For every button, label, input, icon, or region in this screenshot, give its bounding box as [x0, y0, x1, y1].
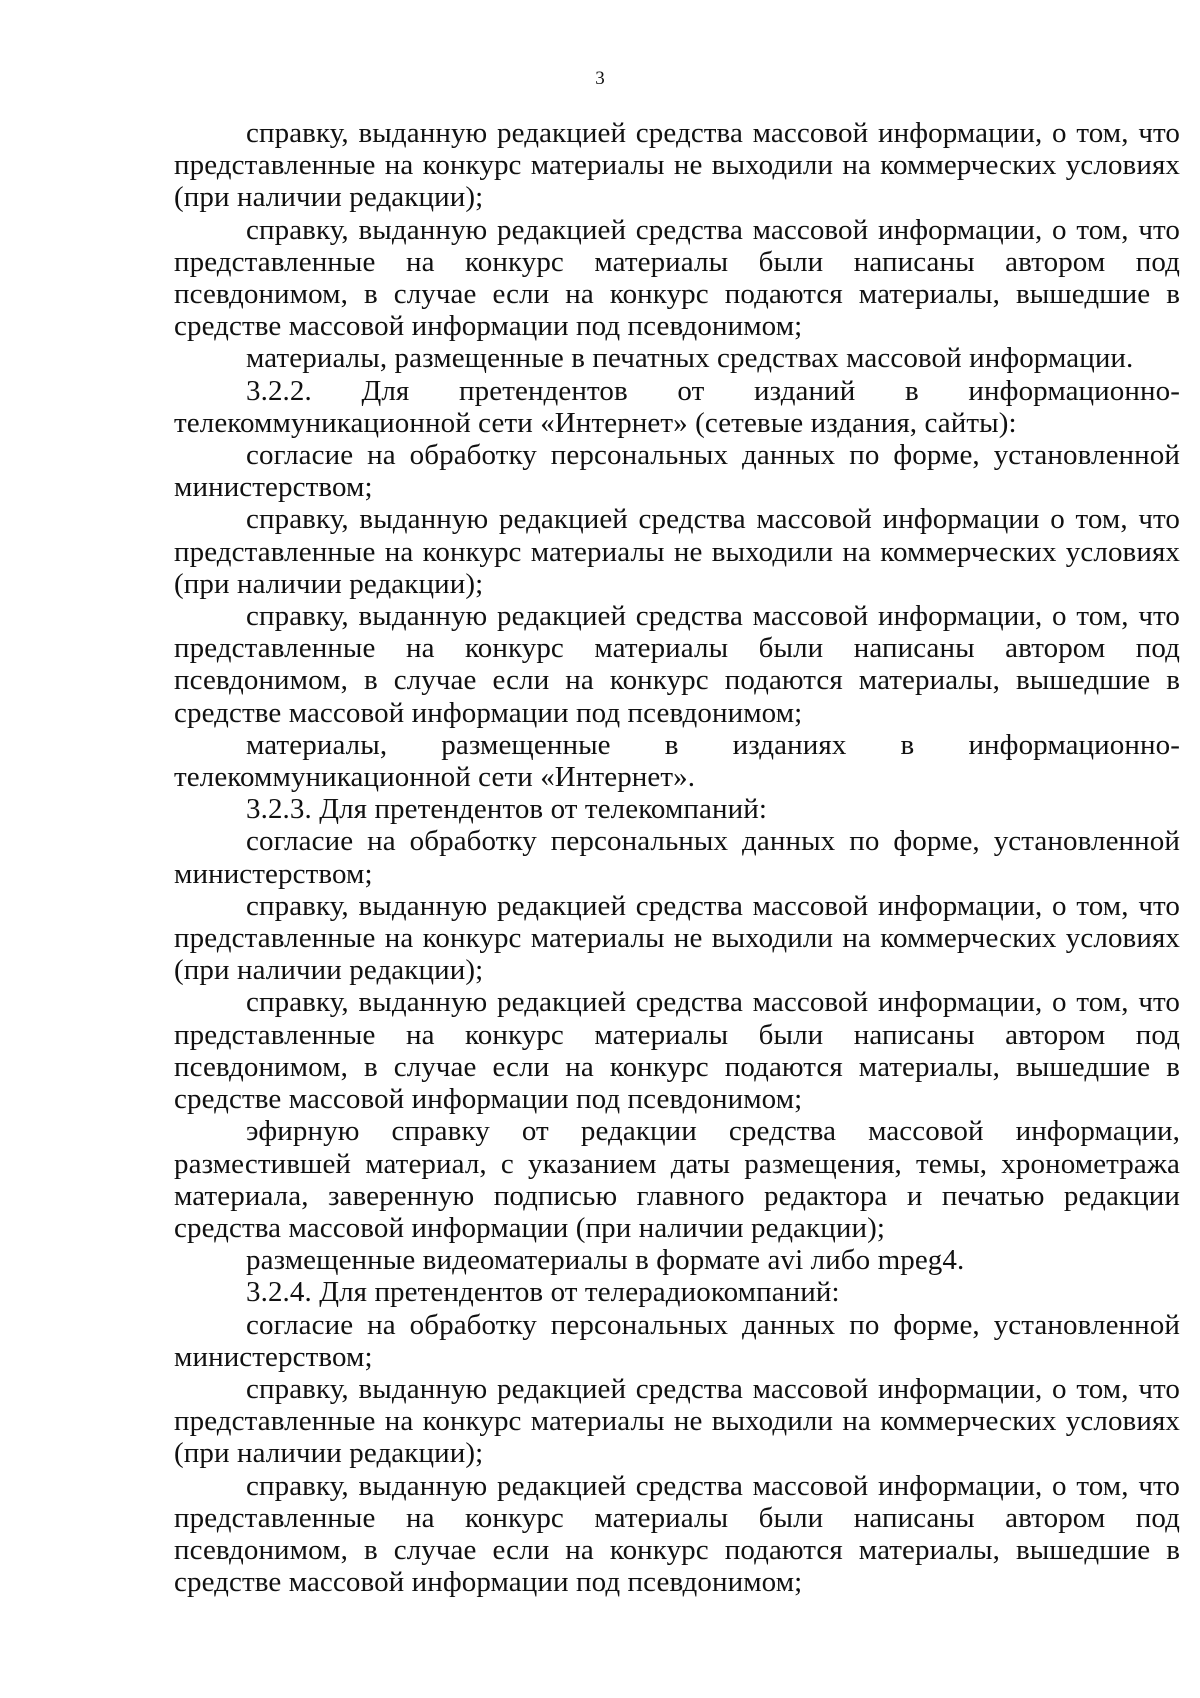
paragraph: материалы, размещенные в печатных средствах массовой информации.: [246, 342, 1134, 375]
paragraph: справку, выданную редакцией средства массовой информации о том, что представленные на конкурс материалы не выходили на коммерческих условиях (при наличии редакции);: [174, 503, 1180, 600]
paragraph: справку, выданную редакцией средства массовой информации, о том, что представленные на конкурс материалы не выходили на коммерческих условиях (при наличии редакции);: [174, 1372, 1180, 1470]
paragraph: справку, выданную редакцией средства массовой информации, о том, что представленные на конкурс материалы были написаны автором под псевдонимом, в случае если на конкурс подаются материалы, вышедшие в средстве массовой информации под псевдонимом;: [174, 600, 1180, 729]
section-heading-3-2-2: 3.2.2. Для претендентов от изданий в информационно-телекоммуникационной сети «Интернет» (сетевые издания, сайты):: [174, 374, 1180, 439]
section-heading-3-2-4: 3.2.4. Для претендентов от телерадиокомпаний:: [246, 1276, 840, 1309]
paragraph: справку, выданную редакцией средства массовой информации, о том, что представленные на конкурс материалы были написаны автором под псевдонимом, в случае если на конкурс подаются материалы, вышедшие в средстве массовой информации под псевдонимом;: [174, 1469, 1180, 1599]
paragraph: эфирную справку от редакции средства массовой информации, разместившей материал, с указанием даты размещения, темы, хронометража материала, заверенную подписью главного редактора и печатью редакции средства массовой информации (при наличии редакции);: [174, 1115, 1180, 1244]
paragraph: справку, выданную редакцией средства массовой информации, о том, что представленные на конкурс материалы были написаны автором под псевдонимом, в случае если на конкурс подаются материалы, вышедшие в средстве массовой информации под псевдонимом;: [174, 213, 1180, 343]
paragraph: размещенные видеоматериалы в формате avi либо mpeg4.: [246, 1244, 965, 1277]
document-body: [174, 117, 1180, 1598]
paragraph: материалы, размещенные в изданиях в информационно-телекоммуникационной сети «Интернет».: [174, 728, 1180, 794]
paragraph: справку, выданную редакцией средства массовой информации, о том, что представленные на конкурс материалы были написаны автором под псевдонимом, в случае если на конкурс подаются материалы, вышедшие в средстве массовой информации под псевдонимом;: [174, 986, 1180, 1116]
page-number: 3: [595, 68, 605, 89]
paragraph: согласие на обработку персональных данных по форме, установленной министерством;: [174, 825, 1180, 890]
paragraph: согласие на обработку персональных данных по форме, установленной министерством;: [174, 439, 1180, 504]
paragraph: согласие на обработку персональных данных по форме, установленной министерством;: [174, 1308, 1180, 1373]
paragraph: справку, выданную редакцией средства массовой информации, о том, что представленные на конкурс материалы не выходили на коммерческих условиях (при наличии редакции);: [174, 117, 1180, 214]
paragraph: справку, выданную редакцией средства массовой информации, о том, что представленные на конкурс материалы не выходили на коммерческих условиях (при наличии редакции);: [174, 889, 1180, 987]
section-heading-3-2-3: 3.2.3. Для претендентов от телекомпаний:: [246, 793, 768, 826]
